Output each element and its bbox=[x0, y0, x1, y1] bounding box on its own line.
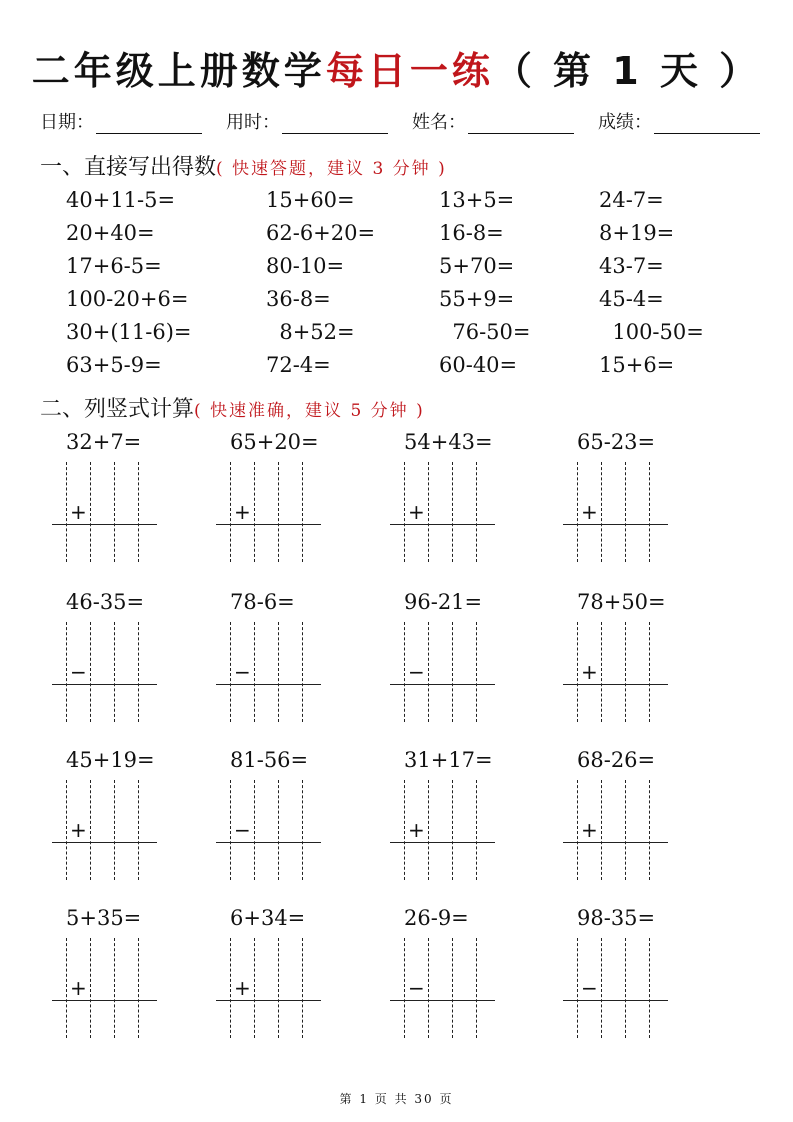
column-guide-line bbox=[90, 938, 91, 1038]
vertical-problem bbox=[563, 748, 713, 898]
sum-line bbox=[563, 842, 668, 843]
sum-line bbox=[390, 524, 495, 525]
column-guide-line bbox=[476, 622, 477, 722]
column-guide-line bbox=[601, 780, 602, 880]
vertical-work-grid[interactable] bbox=[563, 938, 673, 1048]
section2-title: 二、列竖式计算 bbox=[40, 397, 195, 422]
column-guide-line bbox=[138, 938, 139, 1038]
operator-sign: + bbox=[581, 660, 598, 684]
vertical-problem-expression: 5+35= bbox=[66, 906, 142, 930]
vertical-problem bbox=[216, 430, 366, 580]
column-guide-line bbox=[230, 938, 231, 1038]
operator-sign: + bbox=[408, 818, 425, 842]
vertical-problem bbox=[563, 430, 713, 580]
column-guide-line bbox=[404, 462, 405, 562]
column-guide-line bbox=[302, 462, 303, 562]
column-guide-line bbox=[254, 622, 255, 722]
sum-line bbox=[216, 684, 321, 685]
column-guide-line bbox=[278, 622, 279, 722]
mental-problem: 8+19= bbox=[599, 221, 675, 245]
column-guide-line bbox=[230, 462, 231, 562]
vertical-problem bbox=[216, 590, 366, 740]
column-guide-line bbox=[138, 780, 139, 880]
column-guide-line bbox=[452, 938, 453, 1038]
column-guide-line bbox=[577, 462, 578, 562]
vertical-problem-expression: 6+34= bbox=[230, 906, 306, 930]
mental-problem: 17+6-5= bbox=[66, 254, 162, 278]
column-guide-line bbox=[254, 462, 255, 562]
sum-line bbox=[390, 1000, 495, 1001]
info-date bbox=[40, 108, 202, 134]
vertical-work-grid[interactable] bbox=[390, 622, 500, 732]
vertical-problem-expression: 46-35= bbox=[66, 590, 145, 614]
sum-line bbox=[52, 842, 157, 843]
column-guide-line bbox=[66, 622, 67, 722]
operator-sign: + bbox=[581, 818, 598, 842]
vertical-work-grid[interactable] bbox=[390, 938, 500, 1048]
vertical-problem bbox=[390, 590, 540, 740]
vertical-problem bbox=[563, 590, 713, 740]
operator-sign: + bbox=[70, 818, 87, 842]
info-score bbox=[598, 108, 760, 134]
vertical-problem bbox=[216, 748, 366, 898]
section1-title: 一、直接写出得数 bbox=[40, 155, 217, 180]
info-date-blank[interactable] bbox=[96, 113, 202, 134]
info-score-blank[interactable] bbox=[654, 113, 760, 134]
mental-problem: 24-7= bbox=[599, 188, 664, 212]
sum-line bbox=[216, 1000, 321, 1001]
column-guide-line bbox=[138, 622, 139, 722]
mental-problem: 63+5-9= bbox=[66, 353, 162, 377]
column-guide-line bbox=[90, 462, 91, 562]
column-guide-line bbox=[114, 938, 115, 1038]
section2-heading bbox=[40, 392, 425, 423]
sum-line bbox=[52, 524, 157, 525]
mental-problem: 100-50= bbox=[599, 320, 704, 344]
column-guide-line bbox=[649, 938, 650, 1038]
vertical-problem bbox=[52, 430, 202, 580]
mental-problem: 43-7= bbox=[599, 254, 664, 278]
column-guide-line bbox=[302, 938, 303, 1038]
vertical-problem bbox=[563, 906, 713, 1056]
info-time-label: 用时： bbox=[226, 112, 280, 133]
vertical-problem-expression: 65-23= bbox=[577, 430, 656, 454]
column-guide-line bbox=[601, 462, 602, 562]
vertical-problem-expression: 31+17= bbox=[404, 748, 493, 772]
vertical-work-grid[interactable] bbox=[216, 938, 326, 1048]
mental-problem: 60-40= bbox=[439, 353, 518, 377]
info-name-blank[interactable] bbox=[468, 113, 574, 134]
vertical-problem-expression: 54+43= bbox=[404, 430, 493, 454]
vertical-problem bbox=[390, 430, 540, 580]
mental-problem: 55+9= bbox=[439, 287, 515, 311]
vertical-problem bbox=[390, 906, 540, 1056]
mental-problem: 76-50= bbox=[439, 320, 531, 344]
section2-hint: ( 快速准确，建议 5 分钟 ) bbox=[194, 401, 425, 421]
column-guide-line bbox=[476, 780, 477, 880]
operator-sign: − bbox=[234, 818, 251, 842]
vertical-work-grid[interactable] bbox=[563, 462, 673, 572]
mental-problem: 5+70= bbox=[439, 254, 515, 278]
column-guide-line bbox=[452, 780, 453, 880]
vertical-problem-expression: 96-21= bbox=[404, 590, 483, 614]
vertical-problem-expression: 78-6= bbox=[230, 590, 295, 614]
sum-line bbox=[563, 1000, 668, 1001]
vertical-problem bbox=[52, 906, 202, 1056]
vertical-problem-expression: 78+50= bbox=[577, 590, 666, 614]
column-guide-line bbox=[404, 938, 405, 1038]
column-guide-line bbox=[278, 462, 279, 562]
sum-line bbox=[52, 1000, 157, 1001]
operator-sign: + bbox=[581, 500, 598, 524]
vertical-problem-expression: 32+7= bbox=[66, 430, 142, 454]
column-guide-line bbox=[625, 780, 626, 880]
vertical-work-grid[interactable] bbox=[563, 780, 673, 890]
column-guide-line bbox=[114, 780, 115, 880]
column-guide-line bbox=[601, 622, 602, 722]
info-time-blank[interactable] bbox=[282, 113, 388, 134]
sum-line bbox=[216, 842, 321, 843]
mental-problem: 20+40= bbox=[66, 221, 155, 245]
operator-sign: − bbox=[408, 660, 425, 684]
column-guide-line bbox=[601, 938, 602, 1038]
column-guide-line bbox=[66, 780, 67, 880]
page-title bbox=[0, 40, 793, 95]
column-guide-line bbox=[625, 938, 626, 1038]
column-guide-line bbox=[66, 938, 67, 1038]
vertical-problem-expression: 81-56= bbox=[230, 748, 309, 772]
vertical-problem-expression: 98-35= bbox=[577, 906, 656, 930]
column-guide-line bbox=[428, 622, 429, 722]
mental-problem: 8+52= bbox=[266, 320, 355, 344]
operator-sign: + bbox=[70, 500, 87, 524]
sum-line bbox=[390, 684, 495, 685]
operator-sign: − bbox=[70, 660, 87, 684]
column-guide-line bbox=[428, 780, 429, 880]
column-guide-line bbox=[254, 938, 255, 1038]
section1-hint: ( 快速答题，建议 3 分钟 ) bbox=[216, 159, 447, 179]
column-guide-line bbox=[230, 622, 231, 722]
info-date-label: 日期： bbox=[40, 112, 94, 133]
column-guide-line bbox=[114, 462, 115, 562]
vertical-work-grid[interactable] bbox=[52, 462, 162, 572]
mental-math-grid bbox=[66, 184, 766, 382]
title-highlight: 每日一练 bbox=[325, 49, 494, 93]
vertical-problem bbox=[390, 748, 540, 898]
mental-problem: 15+6= bbox=[599, 353, 675, 377]
column-guide-line bbox=[428, 462, 429, 562]
column-guide-line bbox=[254, 780, 255, 880]
operator-sign: − bbox=[581, 976, 598, 1000]
column-guide-line bbox=[66, 462, 67, 562]
column-guide-line bbox=[625, 462, 626, 562]
column-guide-line bbox=[625, 622, 626, 722]
sum-line bbox=[390, 842, 495, 843]
vertical-work-grid[interactable] bbox=[52, 780, 162, 890]
column-guide-line bbox=[452, 622, 453, 722]
sum-line bbox=[563, 524, 668, 525]
mental-problem: 13+5= bbox=[439, 188, 515, 212]
mental-problem: 36-8= bbox=[266, 287, 331, 311]
operator-sign: − bbox=[234, 660, 251, 684]
operator-sign: + bbox=[234, 500, 251, 524]
vertical-work-grid[interactable] bbox=[563, 622, 673, 732]
vertical-work-grid[interactable] bbox=[52, 938, 162, 1048]
operator-sign: + bbox=[70, 976, 87, 1000]
column-guide-line bbox=[577, 622, 578, 722]
title-suffix: （ 第 1 天 ） bbox=[493, 49, 762, 93]
vertical-work-grid[interactable] bbox=[390, 780, 500, 890]
column-guide-line bbox=[302, 780, 303, 880]
vertical-work-grid[interactable] bbox=[216, 462, 326, 572]
vertical-problem-expression: 68-26= bbox=[577, 748, 656, 772]
column-guide-line bbox=[230, 780, 231, 880]
column-guide-line bbox=[476, 938, 477, 1038]
operator-sign: + bbox=[234, 976, 251, 1000]
column-guide-line bbox=[278, 938, 279, 1038]
column-guide-line bbox=[476, 462, 477, 562]
column-guide-line bbox=[90, 622, 91, 722]
vertical-problem-expression: 65+20= bbox=[230, 430, 319, 454]
vertical-problem-expression: 26-9= bbox=[404, 906, 469, 930]
column-guide-line bbox=[649, 780, 650, 880]
info-time bbox=[226, 108, 388, 134]
title-main: 二年级上册数学 bbox=[31, 49, 326, 93]
column-guide-line bbox=[577, 780, 578, 880]
mental-problem: 30+(11-6)= bbox=[66, 320, 192, 344]
mental-problem: 16-8= bbox=[439, 221, 504, 245]
page-footer: 第 1 页 共 30 页 bbox=[339, 1092, 454, 1106]
info-name bbox=[412, 108, 574, 134]
mental-problem: 15+60= bbox=[266, 188, 355, 212]
sum-line bbox=[563, 684, 668, 685]
mental-problem: 100-20+6= bbox=[66, 287, 189, 311]
vertical-problem-expression: 45+19= bbox=[66, 748, 155, 772]
operator-sign: + bbox=[408, 500, 425, 524]
column-guide-line bbox=[404, 780, 405, 880]
column-guide-line bbox=[649, 622, 650, 722]
column-guide-line bbox=[649, 462, 650, 562]
sum-line bbox=[216, 524, 321, 525]
vertical-work-grid[interactable] bbox=[216, 622, 326, 732]
column-guide-line bbox=[428, 938, 429, 1038]
mental-problem: 80-10= bbox=[266, 254, 345, 278]
column-guide-line bbox=[404, 622, 405, 722]
vertical-problem bbox=[216, 906, 366, 1056]
mental-problem: 62-6+20= bbox=[266, 221, 376, 245]
column-guide-line bbox=[138, 462, 139, 562]
vertical-work-grid[interactable] bbox=[390, 462, 500, 572]
mental-problem: 40+11-5= bbox=[66, 188, 176, 212]
column-guide-line bbox=[90, 780, 91, 880]
vertical-work-grid[interactable] bbox=[216, 780, 326, 890]
vertical-problem bbox=[52, 590, 202, 740]
info-score-label: 成绩： bbox=[598, 112, 652, 133]
mental-problem: 45-4= bbox=[599, 287, 664, 311]
column-guide-line bbox=[302, 622, 303, 722]
info-row bbox=[40, 108, 760, 134]
column-guide-line bbox=[577, 938, 578, 1038]
vertical-problem bbox=[52, 748, 202, 898]
vertical-work-grid[interactable] bbox=[52, 622, 162, 732]
column-guide-line bbox=[114, 622, 115, 722]
mental-problem: 72-4= bbox=[266, 353, 331, 377]
column-guide-line bbox=[278, 780, 279, 880]
section1-heading bbox=[40, 150, 447, 181]
sum-line bbox=[52, 684, 157, 685]
column-guide-line bbox=[452, 462, 453, 562]
operator-sign: − bbox=[408, 976, 425, 1000]
info-name-label: 姓名： bbox=[412, 112, 466, 133]
